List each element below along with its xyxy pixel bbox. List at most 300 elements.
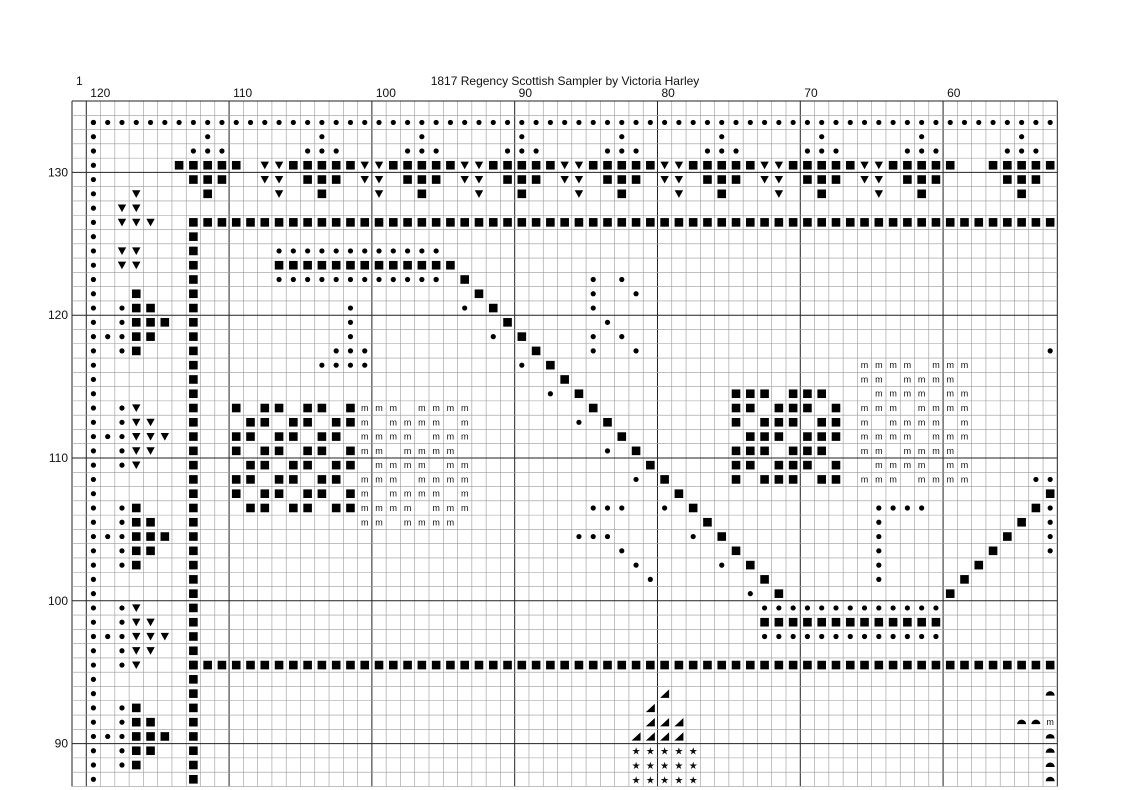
stitch-square bbox=[332, 475, 341, 484]
stitch-square bbox=[1017, 218, 1026, 227]
stitch-m: m bbox=[418, 417, 426, 428]
column-label: 90 bbox=[518, 86, 533, 100]
stitch-triangle bbox=[132, 219, 140, 227]
stitch-m: m bbox=[403, 431, 412, 442]
stitch-square bbox=[275, 261, 284, 270]
stitch-dot bbox=[862, 605, 867, 610]
stitch-square bbox=[703, 161, 712, 170]
stitch-dot bbox=[705, 120, 710, 125]
column-label: 110 bbox=[233, 86, 253, 100]
stitch-square bbox=[817, 661, 826, 670]
stitch-dot bbox=[791, 120, 796, 125]
stitch-dot bbox=[805, 120, 810, 125]
stitch-square bbox=[275, 489, 284, 498]
stitch-dot bbox=[519, 134, 524, 139]
stitch-square bbox=[1046, 489, 1055, 498]
stitch-triangle bbox=[146, 619, 154, 627]
stitch-square bbox=[132, 332, 141, 341]
stitch-m: m bbox=[418, 403, 426, 414]
stitch-square bbox=[303, 504, 312, 513]
stitch-square bbox=[617, 175, 626, 184]
stitch-square bbox=[318, 261, 327, 270]
stitch-dot bbox=[919, 134, 924, 139]
stitch-triangle bbox=[475, 176, 483, 184]
stitch-m: m bbox=[446, 517, 455, 528]
stitch-square bbox=[189, 289, 198, 298]
stitch-dot bbox=[862, 120, 867, 125]
stitch-square bbox=[803, 175, 812, 184]
stitch-m: m bbox=[946, 374, 954, 385]
stitch-m: m bbox=[389, 474, 398, 485]
stitch-square bbox=[189, 489, 198, 498]
stitch-m: m bbox=[946, 431, 954, 442]
stitch-half-triangle bbox=[674, 732, 683, 740]
stitch-square bbox=[846, 618, 855, 627]
stitch-square bbox=[775, 432, 784, 441]
stitch-square bbox=[832, 404, 841, 413]
stitch-dot bbox=[819, 634, 824, 639]
stitch-dot bbox=[262, 120, 267, 125]
stitch-square bbox=[189, 389, 198, 398]
stitch-square bbox=[503, 161, 512, 170]
stitch-square bbox=[589, 661, 598, 670]
stitch-dot bbox=[91, 705, 96, 710]
stitch-dot bbox=[434, 148, 439, 153]
stitch-square bbox=[789, 389, 798, 398]
stitch-triangle bbox=[118, 247, 126, 255]
stitch-square bbox=[703, 175, 712, 184]
stitch-square bbox=[732, 175, 741, 184]
stitch-dot bbox=[91, 391, 96, 396]
stitch-square bbox=[589, 404, 598, 413]
stitch-dot bbox=[605, 320, 610, 325]
stitch-dot bbox=[905, 605, 910, 610]
stitch-dot bbox=[776, 605, 781, 610]
stitch-square bbox=[803, 389, 812, 398]
stitch-square bbox=[303, 404, 312, 413]
stitch-square bbox=[889, 218, 898, 227]
stitch-dot bbox=[91, 534, 96, 539]
stitch-square bbox=[132, 746, 141, 755]
stitch-square bbox=[1046, 161, 1055, 170]
stitch-square bbox=[917, 661, 926, 670]
stitch-dot bbox=[548, 391, 553, 396]
stitch-triangle bbox=[275, 176, 283, 184]
stitch-dot bbox=[91, 720, 96, 725]
stitch-square bbox=[789, 447, 798, 456]
stitch-triangle bbox=[675, 190, 683, 198]
stitch-triangle bbox=[132, 433, 140, 441]
stitch-m: m bbox=[917, 460, 926, 471]
stitch-square bbox=[346, 504, 355, 513]
stitch-triangle bbox=[132, 205, 140, 213]
stitch-square bbox=[346, 661, 355, 670]
stitch-square bbox=[346, 161, 355, 170]
stitch-dot bbox=[248, 120, 253, 125]
stitch-square bbox=[546, 218, 555, 227]
stitch-dot bbox=[848, 634, 853, 639]
stitch-m: m bbox=[389, 488, 398, 499]
stitch-square bbox=[189, 732, 198, 741]
stitch-square bbox=[889, 618, 898, 627]
stitch-dot bbox=[905, 120, 910, 125]
stitch-dot bbox=[591, 505, 596, 510]
column-number-labels bbox=[90, 86, 960, 100]
stitch-dot bbox=[676, 120, 681, 125]
stitch-dot bbox=[891, 505, 896, 510]
stitch-dot bbox=[662, 120, 667, 125]
stitch-dot bbox=[91, 348, 96, 353]
stitch-square bbox=[318, 475, 327, 484]
stitch-dot bbox=[990, 120, 995, 125]
stitch-square bbox=[332, 261, 341, 270]
stitch-square bbox=[817, 432, 826, 441]
stitch-dot bbox=[519, 363, 524, 368]
stitch-square bbox=[460, 218, 469, 227]
stitch-half-triangle bbox=[660, 689, 669, 697]
stitch-triangle bbox=[118, 262, 126, 270]
stitch-square bbox=[817, 475, 826, 484]
stitch-triangle bbox=[275, 190, 283, 198]
stitch-dot bbox=[119, 320, 124, 325]
stitch-square bbox=[860, 661, 869, 670]
stitch-square bbox=[732, 161, 741, 170]
stitch-dot bbox=[1048, 548, 1053, 553]
stitch-dot bbox=[91, 334, 96, 339]
stitch-triangle bbox=[118, 219, 126, 227]
stitch-dot bbox=[719, 148, 724, 153]
stitch-dot bbox=[691, 120, 696, 125]
stitch-square bbox=[189, 375, 198, 384]
stitch-triangle bbox=[146, 419, 154, 427]
stitch-star: ★ bbox=[674, 775, 684, 787]
stitch-square bbox=[275, 475, 284, 484]
stitch-dot bbox=[105, 534, 110, 539]
stitch-dot bbox=[876, 605, 881, 610]
stitch-dot bbox=[119, 305, 124, 310]
stitch-square bbox=[775, 404, 784, 413]
stitch-dot bbox=[205, 120, 210, 125]
stitch-square bbox=[732, 447, 741, 456]
stitch-square bbox=[389, 261, 398, 270]
page-number: 1 bbox=[76, 74, 83, 88]
stitch-dot bbox=[119, 720, 124, 725]
stitch-dot bbox=[419, 277, 424, 282]
stitch-square bbox=[817, 218, 826, 227]
stitch-dot bbox=[619, 277, 624, 282]
stitch-square bbox=[789, 461, 798, 470]
stitch-square bbox=[575, 218, 584, 227]
stitch-dot bbox=[91, 734, 96, 739]
stitch-dot bbox=[119, 563, 124, 568]
stitch-dot bbox=[91, 620, 96, 625]
stitch-star: ★ bbox=[660, 746, 670, 758]
stitch-square bbox=[318, 190, 327, 199]
stitch-dot bbox=[276, 120, 281, 125]
stitch-square bbox=[946, 589, 955, 598]
stitch-m: m bbox=[446, 502, 455, 513]
stitch-dot bbox=[919, 148, 924, 153]
stitch-dot bbox=[948, 120, 953, 125]
stitch-square bbox=[832, 175, 841, 184]
stitch-m: m bbox=[875, 360, 883, 371]
stitch-square bbox=[189, 432, 198, 441]
stitch-square bbox=[817, 175, 826, 184]
stitch-half-circle bbox=[1046, 763, 1055, 768]
stitch-half-circle bbox=[1046, 748, 1055, 753]
stitch-square bbox=[603, 418, 612, 427]
stitch-dot bbox=[91, 177, 96, 182]
stitch-square bbox=[932, 218, 941, 227]
column-label: 70 bbox=[804, 86, 818, 100]
stitch-m: m bbox=[917, 388, 926, 399]
stitch-square bbox=[189, 532, 198, 541]
stitch-dot bbox=[733, 148, 738, 153]
stitch-square bbox=[289, 504, 298, 513]
stitch-square bbox=[246, 432, 255, 441]
stitch-square bbox=[974, 561, 983, 570]
stitch-m: m bbox=[360, 488, 369, 499]
stitch-m: m bbox=[460, 403, 469, 414]
stitch-m: m bbox=[860, 417, 869, 428]
stitch-m: m bbox=[860, 474, 869, 485]
stitch-square bbox=[132, 318, 141, 327]
stitch-square bbox=[803, 161, 812, 170]
stitch-square bbox=[403, 161, 412, 170]
stitch-dot bbox=[91, 420, 96, 425]
stitch-dot bbox=[91, 191, 96, 196]
stitch-square bbox=[932, 161, 941, 170]
stitch-triangle bbox=[575, 190, 583, 198]
stitch-square bbox=[974, 218, 983, 227]
stitch-dot bbox=[534, 120, 539, 125]
stitch-square bbox=[932, 661, 941, 670]
stitch-square bbox=[360, 661, 369, 670]
stitch-dot bbox=[605, 534, 610, 539]
stitch-dot bbox=[148, 120, 153, 125]
stitch-dot bbox=[91, 762, 96, 767]
stitch-m: m bbox=[403, 417, 412, 428]
stitch-square bbox=[260, 461, 269, 470]
stitch-square bbox=[775, 418, 784, 427]
stitch-square bbox=[989, 161, 998, 170]
stitch-square bbox=[189, 304, 198, 313]
stitch-m: m bbox=[875, 474, 883, 485]
stitch-dot bbox=[91, 748, 96, 753]
stitch-dot bbox=[733, 120, 738, 125]
stitch-square bbox=[318, 489, 327, 498]
stitch-triangle bbox=[132, 262, 140, 270]
stitch-dot bbox=[376, 248, 381, 253]
stitch-square bbox=[546, 661, 555, 670]
stitch-square bbox=[675, 218, 684, 227]
stitch-square bbox=[503, 318, 512, 327]
stitch-square bbox=[732, 475, 741, 484]
stitch-square bbox=[246, 661, 255, 670]
stitch-square bbox=[946, 218, 955, 227]
stitch-square bbox=[532, 347, 541, 356]
stitch-square bbox=[903, 175, 912, 184]
stitch-m: m bbox=[375, 460, 383, 471]
stitch-square bbox=[203, 190, 212, 199]
stitch-dot bbox=[876, 120, 881, 125]
stitch-m: m bbox=[446, 403, 455, 414]
stitch-dot bbox=[605, 148, 610, 153]
stitch-dot bbox=[619, 505, 624, 510]
stitch-square bbox=[503, 218, 512, 227]
stitch-square bbox=[146, 332, 155, 341]
stitch-m: m bbox=[432, 403, 440, 414]
stitch-square bbox=[732, 461, 741, 470]
stitch-square bbox=[418, 218, 427, 227]
stitch-dot bbox=[362, 363, 367, 368]
stitch-dot bbox=[91, 148, 96, 153]
stitch-dot bbox=[619, 134, 624, 139]
stitch-square bbox=[575, 661, 584, 670]
stitch-dot bbox=[933, 605, 938, 610]
stitch-square bbox=[189, 661, 198, 670]
stitch-dot bbox=[619, 334, 624, 339]
stitch-m: m bbox=[917, 445, 926, 456]
stitch-square bbox=[446, 218, 455, 227]
stitch-square bbox=[418, 661, 427, 670]
stitch-dot bbox=[119, 662, 124, 667]
stitch-dot bbox=[748, 591, 753, 596]
stitch-m: m bbox=[932, 403, 940, 414]
stitch-dot bbox=[334, 248, 339, 253]
stitch-dot bbox=[491, 334, 496, 339]
stitch-m: m bbox=[360, 502, 369, 513]
stitch-dot bbox=[119, 705, 124, 710]
stitch-triangle bbox=[132, 190, 140, 198]
stitch-square bbox=[760, 475, 769, 484]
stitch-dot bbox=[362, 348, 367, 353]
stitch-dot bbox=[334, 363, 339, 368]
stitch-square bbox=[903, 618, 912, 627]
stitch-square bbox=[732, 661, 741, 670]
stitch-m: m bbox=[1046, 717, 1054, 728]
stitch-triangle bbox=[475, 162, 483, 170]
stitch-square bbox=[289, 418, 298, 427]
stitch-square bbox=[1003, 532, 1012, 541]
stitch-m: m bbox=[946, 360, 954, 371]
stitch-m: m bbox=[860, 445, 869, 456]
stitch-m: m bbox=[917, 403, 926, 414]
stitch-dot bbox=[119, 448, 124, 453]
stitch-square bbox=[832, 461, 841, 470]
stitch-square bbox=[746, 432, 755, 441]
stitch-square bbox=[132, 732, 141, 741]
stitch-square bbox=[689, 661, 698, 670]
stitch-dot bbox=[91, 277, 96, 282]
stitch-square bbox=[1032, 218, 1041, 227]
stitch-dot bbox=[591, 291, 596, 296]
stitch-square bbox=[632, 161, 641, 170]
stitch-square bbox=[275, 432, 284, 441]
stitch-square bbox=[846, 161, 855, 170]
stitch-dot bbox=[191, 120, 196, 125]
stitch-square bbox=[132, 704, 141, 713]
stitch-dot bbox=[319, 120, 324, 125]
stitch-square bbox=[132, 532, 141, 541]
stitch-triangle bbox=[361, 162, 369, 170]
stitch-dot bbox=[576, 420, 581, 425]
stitch-dot bbox=[876, 534, 881, 539]
stitch-dot bbox=[319, 134, 324, 139]
stitch-dot bbox=[291, 277, 296, 282]
stitch-square bbox=[646, 218, 655, 227]
stitch-dot bbox=[105, 734, 110, 739]
stitch-square bbox=[760, 575, 769, 584]
stitch-dot bbox=[219, 148, 224, 153]
stitch-square bbox=[446, 261, 455, 270]
stitch-m: m bbox=[932, 417, 940, 428]
stitch-dot bbox=[348, 305, 353, 310]
stitch-dot bbox=[1048, 505, 1053, 510]
stitch-square bbox=[532, 161, 541, 170]
stitch-square bbox=[617, 218, 626, 227]
stitch-dot bbox=[505, 148, 510, 153]
stitch-dot bbox=[748, 120, 753, 125]
stitch-square bbox=[346, 447, 355, 456]
stitch-dot bbox=[619, 148, 624, 153]
stitch-m: m bbox=[917, 417, 926, 428]
stitch-m: m bbox=[418, 474, 426, 485]
stitch-dot bbox=[305, 120, 310, 125]
stitch-square bbox=[1003, 175, 1012, 184]
stitch-square bbox=[189, 318, 198, 327]
stitch-square bbox=[303, 447, 312, 456]
stitch-square bbox=[617, 190, 626, 199]
stitch-m: m bbox=[960, 403, 969, 414]
stitch-m: m bbox=[903, 431, 912, 442]
stitch-dot bbox=[762, 634, 767, 639]
stitch-square bbox=[203, 175, 212, 184]
stitch-square bbox=[432, 661, 441, 670]
stitch-dot bbox=[919, 634, 924, 639]
stitch-square bbox=[846, 661, 855, 670]
stitch-m: m bbox=[432, 445, 440, 456]
stitch-dot bbox=[1005, 148, 1010, 153]
stitch-m: m bbox=[932, 445, 940, 456]
stitch-square bbox=[146, 547, 155, 556]
stitch-square bbox=[732, 404, 741, 413]
stitch-dot bbox=[91, 134, 96, 139]
stitch-square bbox=[760, 661, 769, 670]
stitch-dot bbox=[105, 120, 110, 125]
stitch-dot bbox=[591, 348, 596, 353]
stitch-dot bbox=[119, 505, 124, 510]
stitch-square bbox=[346, 489, 355, 498]
stitch-square bbox=[632, 218, 641, 227]
stitch-m: m bbox=[360, 445, 369, 456]
stitch-m: m bbox=[446, 445, 455, 456]
stitch-square bbox=[617, 432, 626, 441]
stitch-dot bbox=[933, 120, 938, 125]
stitch-square bbox=[189, 589, 198, 598]
stitch-star: ★ bbox=[674, 761, 684, 773]
stitch-square bbox=[189, 718, 198, 727]
stitch-square bbox=[418, 261, 427, 270]
stitch-m: m bbox=[432, 502, 440, 513]
stitch-dot bbox=[719, 134, 724, 139]
stitch-dot bbox=[648, 120, 653, 125]
stitch-m: m bbox=[932, 374, 940, 385]
stitch-square bbox=[875, 218, 884, 227]
stitch-square bbox=[803, 432, 812, 441]
stitch-m: m bbox=[903, 445, 912, 456]
stitch-dot bbox=[405, 248, 410, 253]
